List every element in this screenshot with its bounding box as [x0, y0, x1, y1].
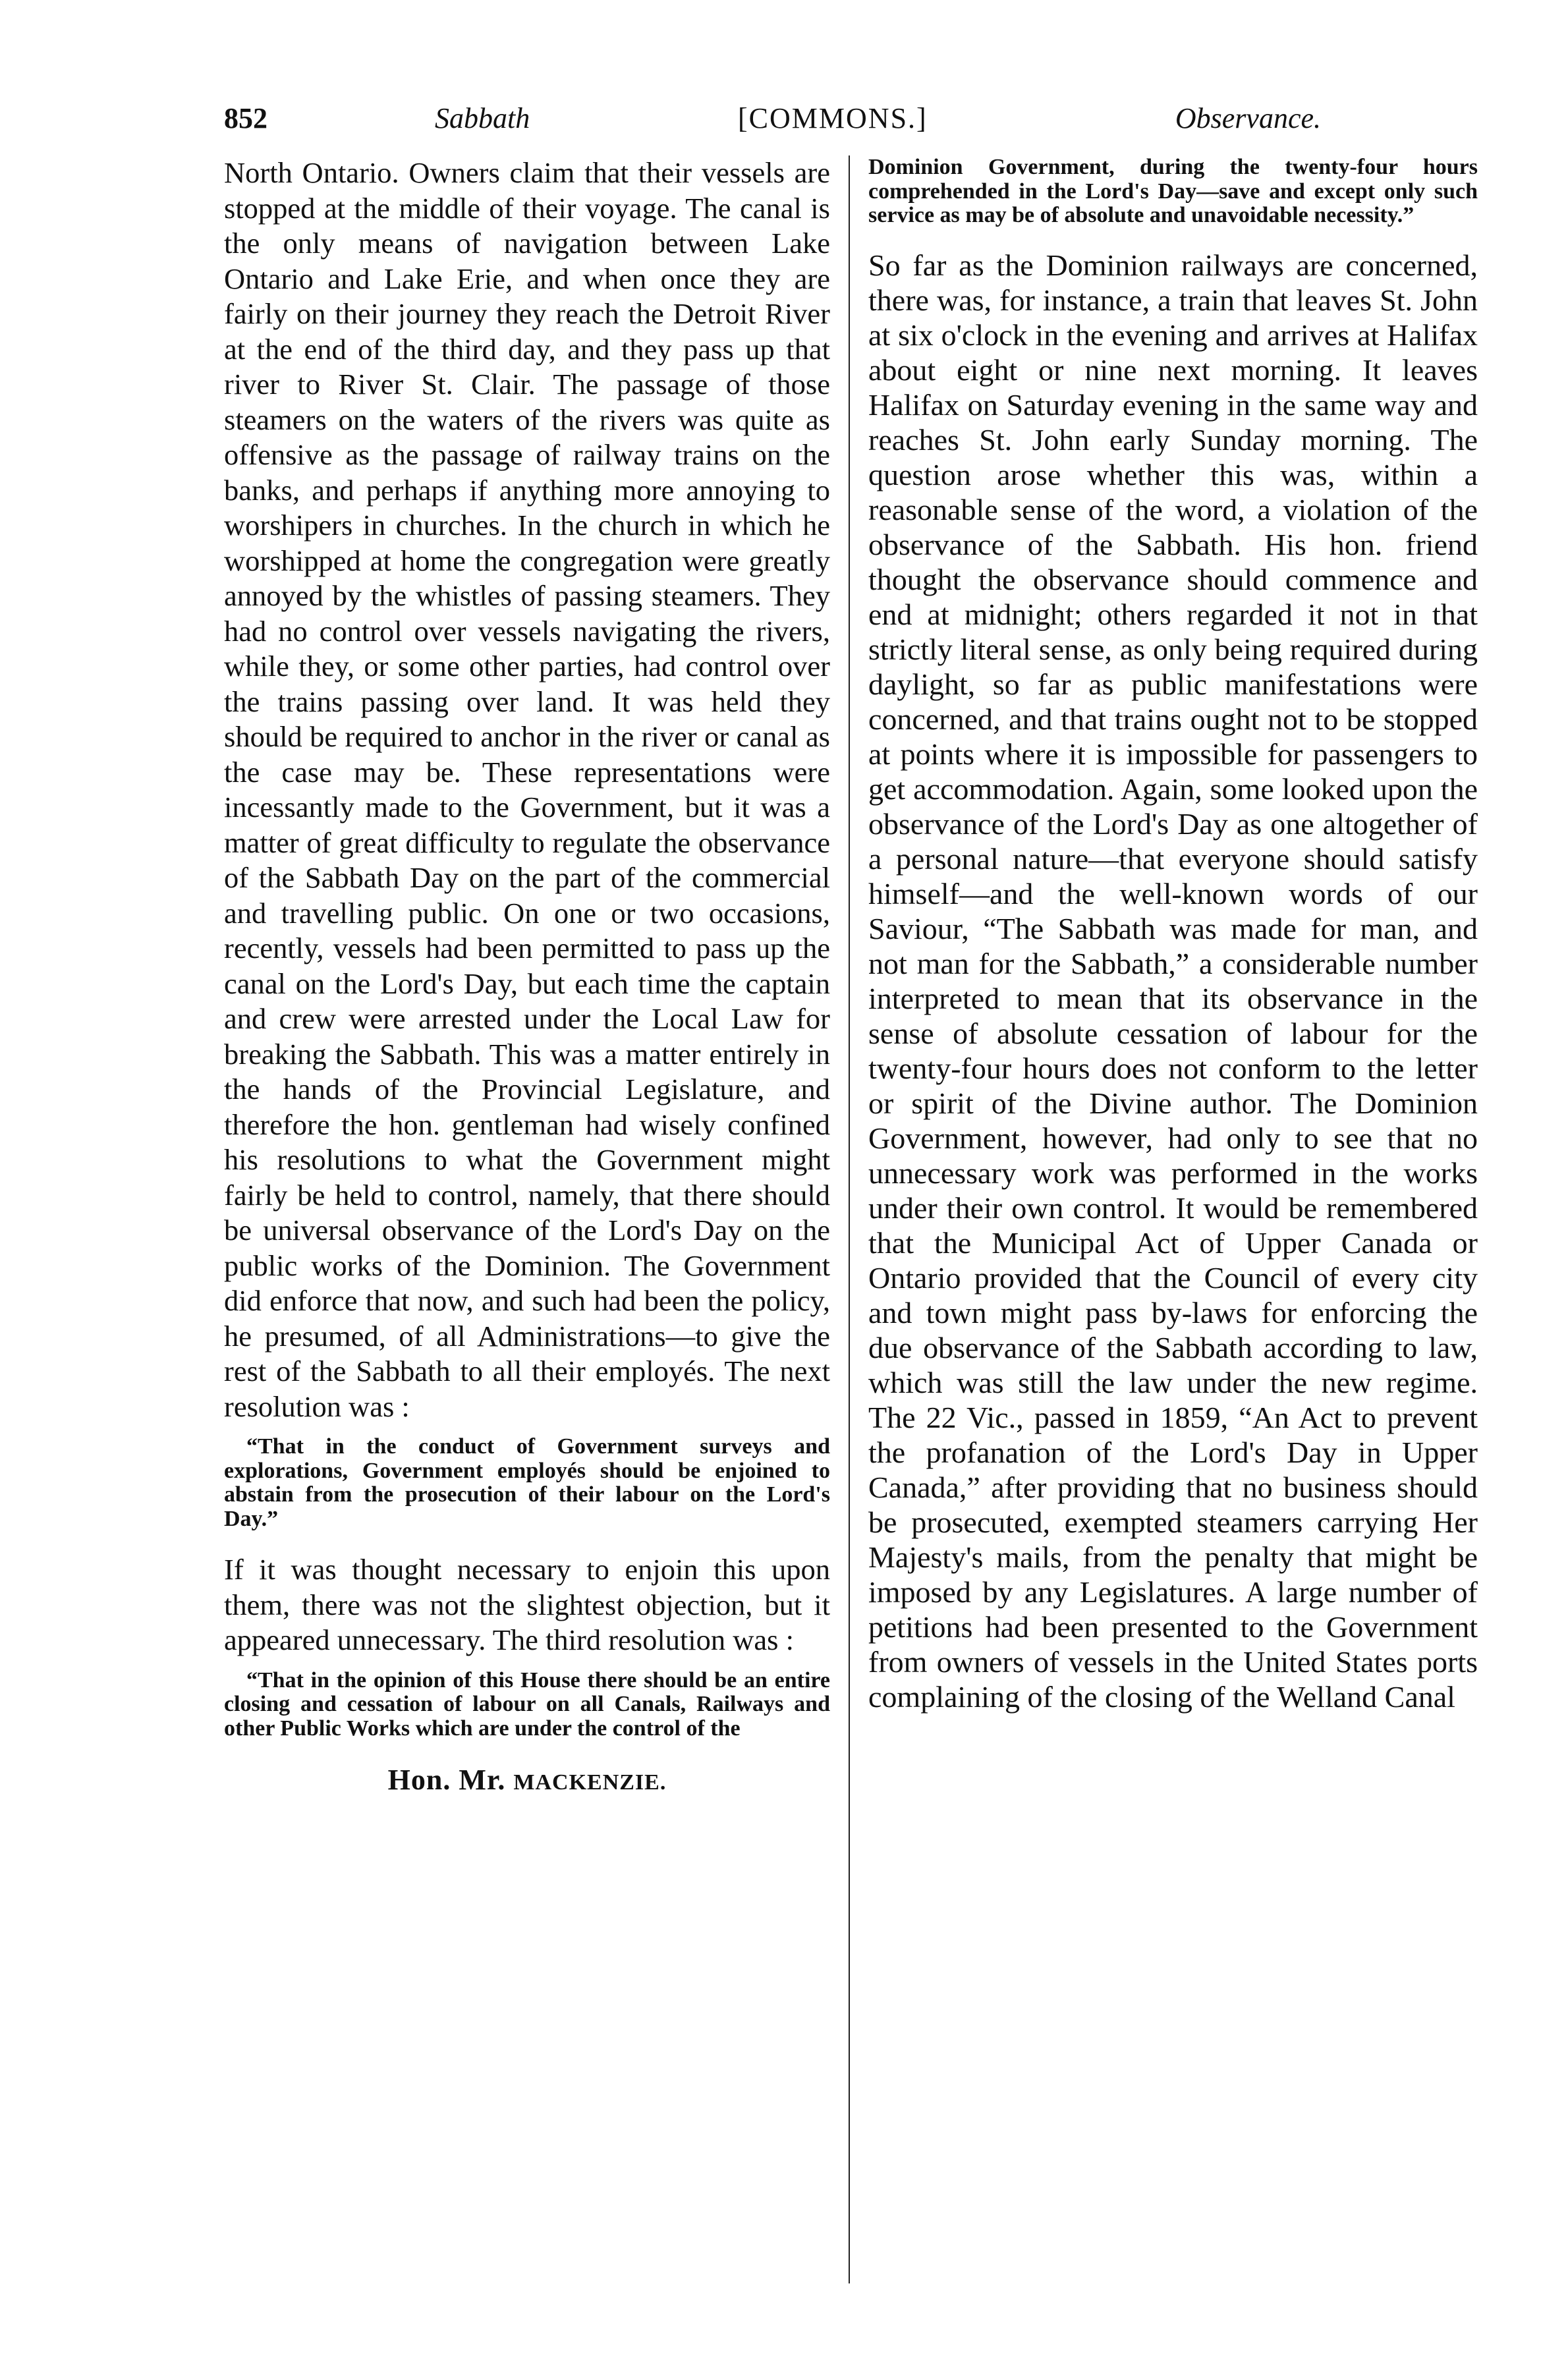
- left-paragraph-2: If it was thought necessary to enjoin this upon them, there was not the slightest objection, but it appeared unnecessary. The third resolution was :: [224, 1553, 830, 1656]
- right-column: [868, 155, 1478, 1714]
- page-header: [224, 99, 1321, 138]
- column-divider: [849, 155, 850, 2283]
- signature-name: MACKENZIE.: [513, 1770, 667, 1795]
- left-column: [224, 155, 830, 1797]
- running-head-center: [COMMONS.]: [738, 102, 928, 134]
- page-number: 852: [224, 102, 267, 134]
- speaker-signature: [224, 1763, 830, 1797]
- running-head-right: Observance.: [1175, 102, 1321, 134]
- signature-prefix: Hon. Mr.: [387, 1764, 506, 1796]
- resolution-quote-3: “That in the opinion of this House there should be an entire closing and cessation of labour on all Canals, Railways and other Public Works which are under the control of the: [224, 1667, 830, 1741]
- resolution-quote-3-continued: Dominion Government, during the twenty-four hours comprehended in the Lord's Day—save and except only such service as may be of absolute and unavoidable necessity.”: [868, 155, 1478, 227]
- right-paragraph-1: So far as the Dominion railways are concerned, there was, for instance, a train that leaves St. John at six o'clock in the evening and arrives at Halifax about eight or nine next morning. It leaves Halifax on Saturday evening in the same way and reaches St. John early Sunday morning. The question arose whether this was, within a reasonable sense of the word, a violation of the observance of the Sabbath. His hon. friend thought the observance should commence and end at midnight; others regarded it not in that strictly literal sense, as only being required during daylight, so far as public manifestations were concerned, and that trains ought not to be stopped at points where it is impossible for passengers to get accommodation. Again, some looked upon the observance of the Lord's Day as one altogether of a personal nature—that everyone should satisfy himself—and the well-known words of our Saviour, “The Sabbath was made for man, and not man for the Sabbath,” a considerable number interpreted to mean that its observance in the sense of absolute cessation of labour for the twenty-four hours does not conform to the letter or spirit of the Divine author. The Dominion Government, however, had only to see that no unnecessary work was performed in the works under their own control. It would be remembered that the Municipal Act of Upper Canada or Ontario provided that the Council of every city and town might pass by-laws for enforcing the due observance of the Sabbath according to law, which was still the law under the new regime. The 22 Vic., passed in 1859, “An Act to prevent the profanation of the Lord's Day in Upper Canada,” after providing that no business should be prosecuted, exempted steamers carrying Her Majesty's mails, from the penalty that might be imposed by any Legislatures. A large number of petitions had been presented to the Government from owners of vessels in the United States ports complaining of the closing of the Welland Canal: [868, 248, 1478, 1714]
- resolution-quote-2: “That in the conduct of Government surveys and explorations, Government employés should be enjoined to abstain from the prosecution of their labour on the Lord's Day.”: [224, 1434, 830, 1531]
- left-paragraph-1: North Ontario. Owners claim that their vessels are stopped at the middle of their voyage. The canal is the only means of navigation between Lake Ontario and Lake Erie, and when once they are fairly on their journey they reach the Detroit River at the end of the third day, and they pass up that river to River St. Clair. The passage of those steamers on the waters of the rivers was quite as offensive as the passage of railway trains on the banks, and perhaps if anything more annoying to worshipers in churches. In the church in which he worshipped at home the congregation were greatly annoyed by the whistles of passing steamers. They had no control over vessels navigating the rivers, while they, or some other parties, had control over the trains passing over land. It was held they should be required to anchor in the river or canal as the case may be. These representations were incessantly made to the Government, but it was a matter of great difficulty to regulate the observance of the Sabbath Day on the part of the commercial and travelling public. On one or two occasions, recently, vessels had been permitted to pass up the canal on the Lord's Day, but each time the captain and crew were arrested under the Local Law for breaking the Sabbath. This was a matter entirely in the hands of the Provincial Legislature, and therefore the hon. gentleman had wisely confined his resolutions to what the Government might fairly be held to control, namely, that there should be universal observance of the Lord's Day on the public works of the Dominion. The Government did enforce that now, and such had been the policy, he presumed, of all Administrations—to give the rest of the Sabbath to all their employés. The next resolution was :: [224, 156, 830, 1423]
- running-head-left: Sabbath: [435, 102, 530, 134]
